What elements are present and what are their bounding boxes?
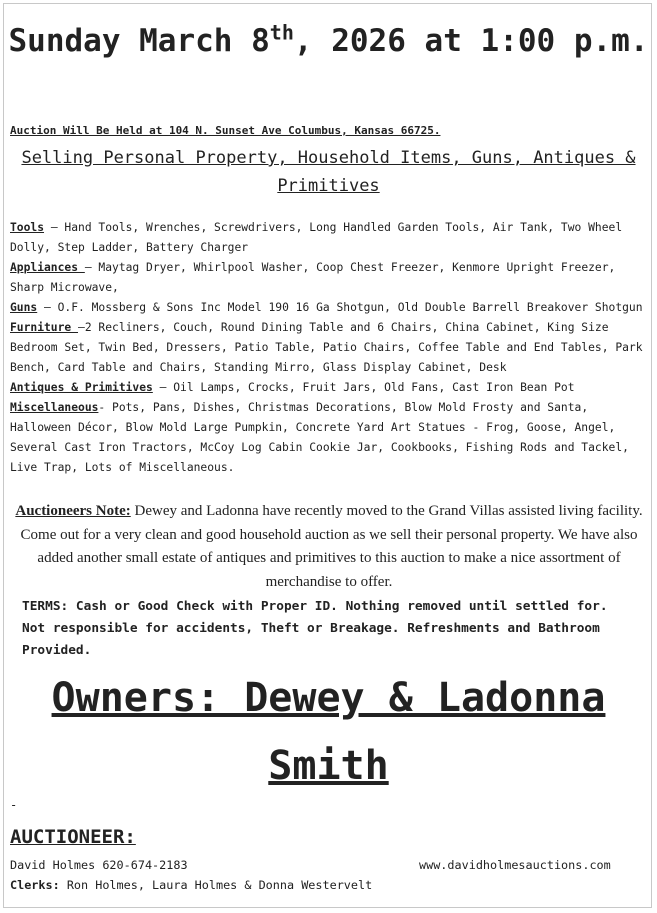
selling-headline: Selling Personal Property, Household Items, Guns, Antiques & Primitives — [21, 148, 636, 196]
website-link[interactable]: www.davidholmesauctions.com — [419, 858, 611, 872]
terms-text: TERMS: Cash or Good Check with Proper ID. Nothing removed until settled for. Not responsible for accidents, Theft or Breakage. Refreshments and Bathroom Provided. — [22, 599, 608, 658]
note-text: Dewey and Ladonna have recently moved to the Grand Villas assisted living facility. Come out for a very clean and good household auction as we sell their personal property. We have also added another small estate of antiques and primitives to this auction to make a nice assortment of merchandise to offer. — [20, 503, 643, 590]
category-label: Guns — [10, 301, 38, 314]
item-category-tools — [10, 218, 650, 258]
category-items: –2 Recliners, Couch, Round Dining Table and 6 Chairs, China Cabinet, King Size Bedroom Set, Twin Bed, Dressers, Patio Table, Patio Chairs, Coffee Table and End Tables, Park Bench, Card Table and Chairs, Standing Mirro, Glass Display Cabinet, Desk — [10, 321, 643, 374]
auctioneer-contact: David Holmes 620-674-2183 — [10, 858, 188, 872]
title-suffix: , 2026 at 1:00 p.m. — [293, 23, 649, 59]
category-label: Tools — [10, 221, 45, 234]
item-category-antiques — [10, 378, 650, 398]
clerks-names: Ron Holmes, Laura Holmes & Donna Westervelt — [59, 878, 373, 892]
category-label: Furniture — [10, 321, 79, 334]
title-prefix: Sunday March 8 — [8, 23, 270, 59]
category-items: – Hand Tools, Wrenches, Screwdrivers, Long Handled Garden Tools, Air Tank, Two Wheel Dolly, Step Ladder, Battery Charger — [10, 221, 623, 254]
auction-date-title — [0, 12, 657, 70]
category-items: – Maytag Dryer, Whirlpool Washer, Coop Chest Freezer, Kenmore Upright Freezer, Sharp Microwave, — [10, 261, 616, 294]
auction-location: Auction Will Be Held at 104 N. Sunset Ave Columbus, Kansas 66725. — [10, 124, 441, 137]
category-items: – O.F. Mossberg & Sons Inc Model 190 16 Ga Shotgun, Old Double Barrell Breakover Shotgun — [37, 301, 643, 314]
clerks-line — [10, 878, 372, 892]
owners-heading: Owners: Dewey & Ladonna Smith — [51, 675, 606, 789]
item-category-guns — [10, 298, 650, 318]
item-list — [10, 218, 650, 478]
category-label: Antiques & Primitives — [10, 381, 153, 394]
note-label: Auctioneers Note: — [15, 503, 131, 519]
auctioneer-heading: AUCTIONEER: — [10, 826, 136, 848]
category-items: - Pots, Pans, Dishes, Christmas Decorations, Blow Mold Frosty and Santa, Halloween Décor, Blow Mold Large Pumpkin, Concrete Yard Art Statues - Frog, Goose, Angel, Several Cast Iron Tractors, McCoy Log Cabin Cookie Jar, Cookbooks, Fishing Rods and Tackel, Live Trap, Lots of Miscellaneous. — [10, 401, 629, 474]
item-category-furniture — [10, 318, 650, 378]
item-category-appliances — [10, 258, 650, 298]
auctioneers-note — [14, 500, 644, 594]
title-superscript: th — [269, 20, 294, 45]
item-category-miscellaneous — [10, 398, 650, 478]
clerks-label: Clerks: — [10, 878, 60, 892]
separator-dash: - — [10, 798, 18, 812]
category-label: Appliances — [10, 261, 85, 274]
category-items: – Oil Lamps, Crocks, Fruit Jars, Old Fans, Cast Iron Bean Pot — [152, 381, 575, 394]
category-label: Miscellaneous — [10, 401, 99, 414]
